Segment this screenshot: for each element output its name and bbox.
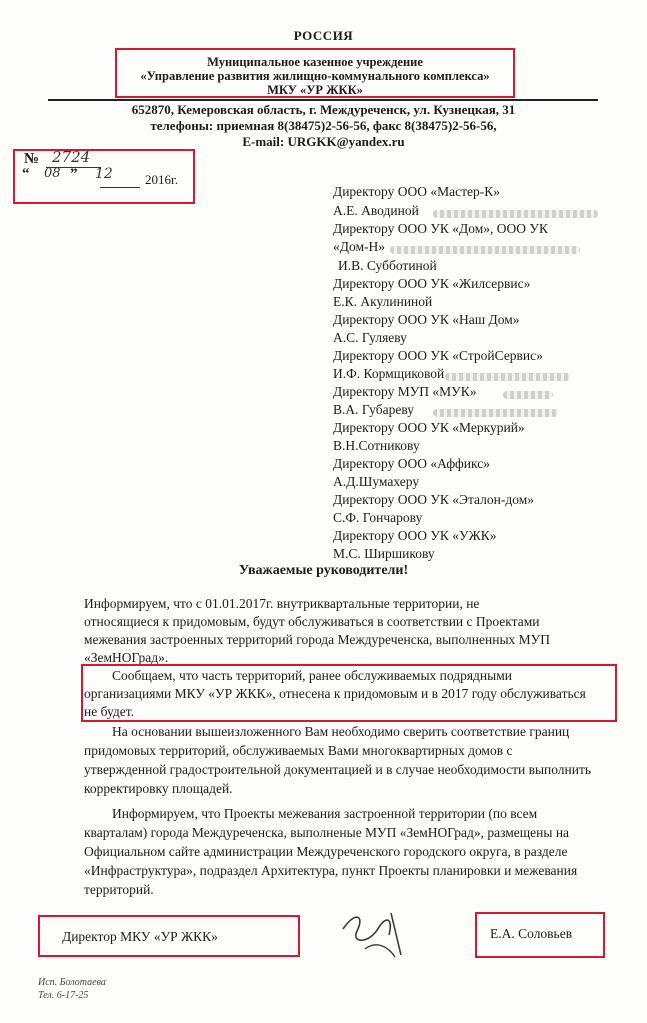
addressee-line: А.Е. Аводиной (333, 203, 419, 218)
addressee-line: «Дом-Н» (333, 239, 385, 254)
org-phones: телефоны: приемная 8(38475)2-56-56, факс 8(38475)2-56-56, (150, 118, 497, 133)
signatory-name: Е.А. Соловьев (490, 926, 573, 941)
org-email: E-mail: URGKK@yandex.ru (242, 134, 405, 149)
paragraph-1-line: «ЗемНОГрад». (84, 650, 169, 665)
handwritten-month: 12 (95, 166, 113, 182)
handwritten-signature (335, 905, 420, 965)
date-close-quote: ” (70, 166, 78, 182)
paragraph-2-line: не будет. (84, 704, 134, 719)
date-open-quote: “ (22, 166, 30, 182)
org-line-1: Муниципальное казенное учреждение (207, 55, 423, 69)
paragraph-2-line: Сообщаем, что часть территорий, ранее обслуживаемых подрядными (112, 668, 512, 683)
addressee-line: Директору ООО УК «Жилсервис» (333, 276, 531, 291)
paragraph-4-line: «Инфраструктура», подраздел Архитектура, пункт Проекты планировки и межевания (84, 863, 578, 878)
addressee-line: Е.К. Акулининой (333, 294, 433, 309)
org-address: 652870, Кемеровская область, г. Междуреченск, ул. Кузнецкая, 31 (131, 102, 516, 117)
addressee-line: Директору ООО УК «Дом», ООО УК (333, 221, 548, 236)
handwritten-number: 2724 (52, 148, 91, 166)
paragraph-1-line: относящиеся к придомовым, будут обслуживаться в соответствии с Проектами (84, 614, 540, 629)
paragraph-4-line: кварталам) города Междуреченска, выполненые МУП «ЗемНОГрад», размещены на (84, 825, 570, 840)
executor-phone: Тел. 6-17-25 (38, 990, 89, 1001)
greeting: Уважаемые руководители! (238, 563, 409, 578)
date-year: 2016г. (145, 172, 179, 187)
paragraph-1-line: Информируем, что с 01.01.2017г. внутриквартальные территории, не (84, 596, 480, 611)
addressee-line: Директору ООО УК «Меркурий» (333, 420, 525, 435)
handwritten-day: 08 (44, 166, 61, 181)
paragraph-2-line: организациями МКУ «УР ЖКК», отнесена к придомовым и в 2017 году обслуживаться (84, 686, 586, 701)
org-line-2: «Управление развития жилищно-коммунального комплекса» (140, 69, 490, 83)
organization-name-highlight (115, 48, 515, 98)
redaction-mark (433, 409, 558, 417)
addressee-line: И.Ф. Кормщиковой (333, 366, 445, 381)
redaction-mark (445, 373, 570, 381)
executor-name: Исп. Болотаева (38, 977, 106, 988)
addressee-line: Директору ООО УК «СтройСервис» (333, 348, 543, 363)
addressee-line: А.Д.Шумахеру (333, 474, 420, 489)
date-underline (100, 187, 140, 188)
addressee-line: Директору ООО «Аффикс» (333, 456, 490, 471)
country-heading: РОССИЯ (293, 28, 354, 43)
addressee-line: А.С. Гуляеву (333, 330, 407, 345)
redaction-mark (503, 391, 553, 399)
addressee-line: Директору МУП «МУК» (333, 384, 477, 399)
addressee-line: Директору ООО УК «УЖК» (333, 528, 497, 543)
redaction-mark (390, 246, 580, 254)
addressee-line: В.А. Губареву (333, 402, 415, 417)
paragraph-3-line: корректировку площадей. (84, 781, 233, 796)
addressee-line: В.Н.Сотникову (333, 438, 420, 453)
addressee-line: М.С. Ширшикову (333, 546, 435, 561)
paragraph-4-line: Информируем, что Проекты межевания застроенной территории (по всем (112, 806, 538, 821)
redaction-mark (433, 210, 598, 218)
number-label: № (24, 151, 40, 167)
paragraph-4-line: территорий. (84, 882, 154, 897)
addressee-line: Директору ООО УК «Наш Дом» (333, 312, 520, 327)
org-line-3: МКУ «УР ЖКК» (267, 83, 363, 97)
addressee-line: Директору ООО «Мастер-К» (333, 184, 500, 199)
paragraph-3-line: На основании вышеизложенного Вам необходимо сверить соответствие границ (112, 724, 570, 739)
addressee-line: И.В. Субботиной (338, 258, 437, 273)
addressee-line: С.Ф. Гончарову (333, 510, 423, 525)
addressee-line: Директору ООО УК «Эталон-дом» (333, 492, 534, 507)
paragraph-4-line: Официальном сайте администрации Междуреченского городского округа, в разделе (84, 844, 568, 859)
letterhead-divider (48, 99, 598, 101)
paragraph-3-line: утвержденной градостроительной документацией и в случае необходимости выполнить (84, 762, 592, 777)
paragraph-1-line: межевания застроенных территорий города Междуреченска, выполненных МУП (84, 632, 550, 647)
signatory-position: Директор МКУ «УР ЖКК» (62, 929, 218, 944)
paragraph-3-line: придомовых территорий, обслуживаемых Вами многоквартирных домов с (84, 743, 513, 758)
